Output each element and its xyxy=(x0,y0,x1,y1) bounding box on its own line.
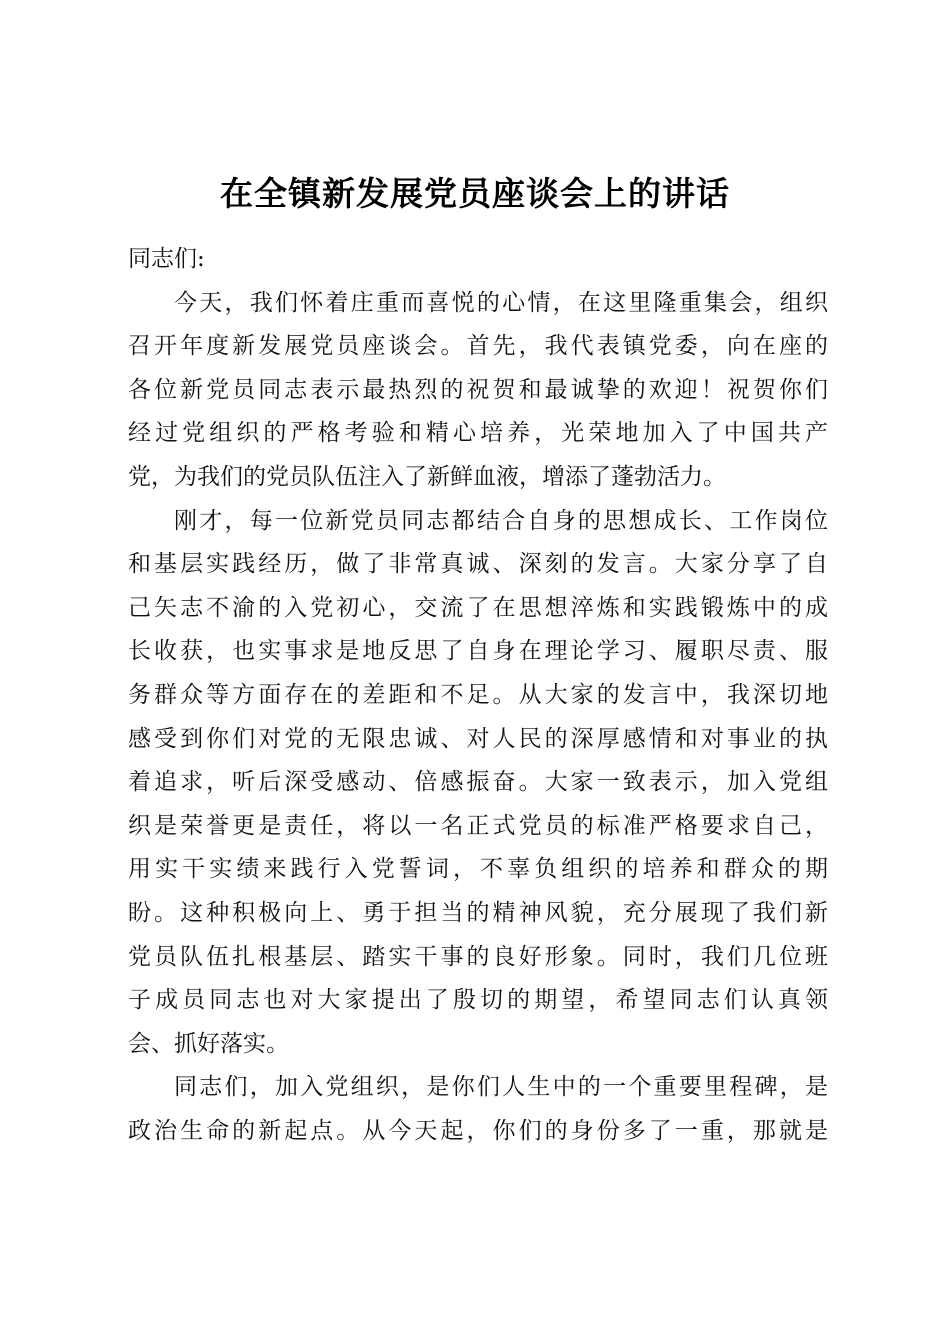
paragraph-line: 会、抓好落实。 xyxy=(128,1030,289,1057)
paragraph-line: 己矢志不渝的入党初心，交流了在思想淬炼和实践锻炼中的成 xyxy=(128,594,828,621)
paragraph-line: 政治生命的新起点。从今天起，你们的身份多了一重，那就是 xyxy=(128,1117,828,1144)
paragraph-line: 经过党组织的严格考验和精心培养，光荣地加入了中国共产 xyxy=(128,420,828,447)
paragraph-line: 今天，我们怀着庄重而喜悦的心情，在这里隆重集会，组织 xyxy=(174,289,828,316)
paragraph-line: 着追求，听后深受感动、倍感振奋。大家一致表示，加入党组 xyxy=(128,769,828,796)
document-title: 在全镇新发展党员座谈会上的讲话 xyxy=(220,174,730,213)
paragraph-line: 同志们，加入党组织，是你们人生中的一个重要里程碑，是 xyxy=(174,1074,828,1101)
paragraph-line: 子成员同志也对大家提出了殷切的期望，希望同志们认真领 xyxy=(128,987,828,1014)
paragraph-line: 盼。这种积极向上、勇于担当的精神风貌，充分展现了我们新 xyxy=(128,899,828,926)
paragraph-line: 各位新党员同志表示最热烈的祝贺和最诚挚的欢迎！祝贺你们 xyxy=(128,376,828,403)
paragraph-line: 和基层实践经历，做了非常真诚、深刻的发言。大家分享了自 xyxy=(128,551,828,578)
paragraph-line: 党员队伍扎根基层、踏实干事的良好形象。同时，我们几位班 xyxy=(128,943,828,970)
salutation: 同志们: xyxy=(128,246,205,272)
paragraph-line: 感受到你们对党的无限忠诚、对人民的深厚感情和对事业的执 xyxy=(128,725,828,752)
paragraph-line: 召开年度新发展党员座谈会。首先，我代表镇党委，向在座的 xyxy=(128,333,828,360)
paragraph-line: 务群众等方面存在的差距和不足。从大家的发言中，我深切地 xyxy=(128,681,828,708)
document-body xyxy=(128,238,828,1153)
paragraph-1 xyxy=(128,282,828,500)
paragraph-line: 织是荣誉更是责任，将以一名正式党员的标准严格要求自己， xyxy=(128,812,828,839)
paragraph-line: 用实干实绩来践行入党誓词，不辜负组织的培养和群众的期 xyxy=(128,856,828,883)
paragraph-line: 党，为我们的党员队伍注入了新鲜血液，增添了蓬勃活力。 xyxy=(128,463,726,490)
paragraph-line: 长收获，也实事求是地反思了自身在理论学习、履职尽责、服 xyxy=(128,638,828,665)
paragraph-2 xyxy=(128,500,828,1067)
paragraph-line: 刚才，每一位新党员同志都结合自身的思想成长、工作岗位 xyxy=(174,507,828,534)
paragraph-3 xyxy=(128,1066,828,1153)
